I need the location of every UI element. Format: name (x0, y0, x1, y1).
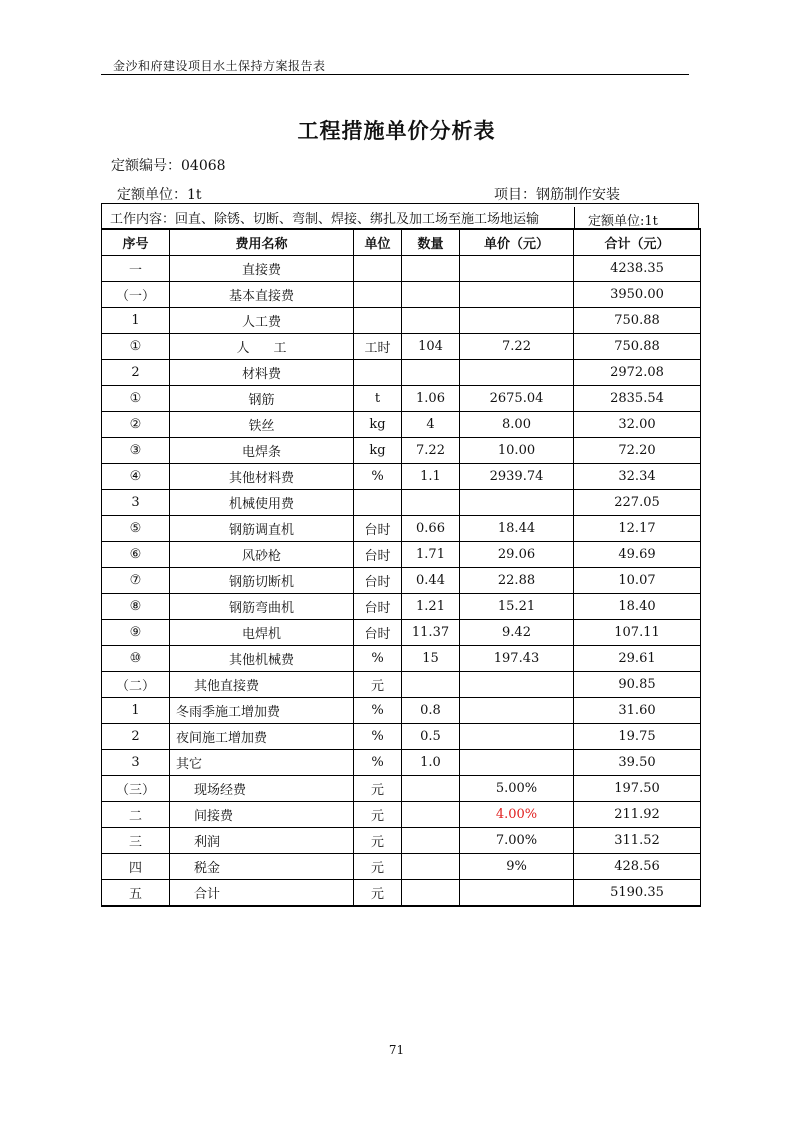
cell-qty: 0.66 (402, 516, 460, 542)
cell-total: 750.88 (574, 334, 701, 360)
cell-price: 9.42 (460, 620, 574, 646)
cell-unit: % (354, 724, 402, 750)
table-row (102, 256, 701, 282)
cell-name: 钢筋弯曲机 (170, 594, 354, 620)
cell-price: 29.06 (460, 542, 574, 568)
cell-name: 现场经费 (170, 776, 354, 802)
column-header-qty: 数量 (402, 229, 460, 256)
cell-price: 5.00% (460, 776, 574, 802)
column-header-unit: 单位 (354, 229, 402, 256)
table-row (102, 594, 701, 620)
cell-price: 2939.74 (460, 464, 574, 490)
project-name: 项目：钢筋制作安装 (494, 187, 620, 203)
cell-name: 基本直接费 (170, 282, 354, 308)
cell-qty (402, 672, 460, 698)
cell-total: 12.17 (574, 516, 701, 542)
cell-price (460, 490, 574, 516)
page-number: 71 (388, 1043, 405, 1057)
cell-qty: 1.21 (402, 594, 460, 620)
cell-total: 211.92 (574, 802, 701, 828)
cell-price (460, 282, 574, 308)
work-divider (574, 207, 575, 229)
cell-price (460, 672, 574, 698)
cell-total: 3950.00 (574, 282, 701, 308)
cell-no: ① (102, 334, 170, 360)
cell-no: 1 (102, 308, 170, 334)
cell-total: 39.50 (574, 750, 701, 776)
table-row (102, 750, 701, 776)
cell-total: 31.60 (574, 698, 701, 724)
table-row (102, 516, 701, 542)
cell-qty (402, 802, 460, 828)
cell-unit: kg (354, 412, 402, 438)
cell-price (460, 308, 574, 334)
cell-name: 直接费 (170, 256, 354, 282)
cell-price: 8.00 (460, 412, 574, 438)
cell-total: 107.11 (574, 620, 701, 646)
cell-qty (402, 854, 460, 880)
cell-total: 18.40 (574, 594, 701, 620)
cell-qty: 4 (402, 412, 460, 438)
cell-total: 49.69 (574, 542, 701, 568)
cell-qty: 0.8 (402, 698, 460, 724)
cell-unit: 工时 (354, 334, 402, 360)
cell-total: 29.61 (574, 646, 701, 672)
cell-no: ④ (102, 464, 170, 490)
cell-total: 32.34 (574, 464, 701, 490)
cell-no: ⑩ (102, 646, 170, 672)
table-row (102, 854, 701, 880)
cell-unit: 台时 (354, 568, 402, 594)
cell-name: 机械使用费 (170, 490, 354, 516)
cell-total: 19.75 (574, 724, 701, 750)
table-row (102, 282, 701, 308)
cell-name: 电焊条 (170, 438, 354, 464)
cell-unit: 元 (354, 802, 402, 828)
cell-name: 夜间施工增加费 (170, 724, 354, 750)
table-row (102, 464, 701, 490)
cell-no: ② (102, 412, 170, 438)
cell-unit: 元 (354, 880, 402, 907)
cell-price: 197.43 (460, 646, 574, 672)
cell-no: ① (102, 386, 170, 412)
cell-qty (402, 282, 460, 308)
cell-total: 32.00 (574, 412, 701, 438)
table-row (102, 490, 701, 516)
table-row (102, 698, 701, 724)
cell-no: 2 (102, 724, 170, 750)
cell-unit: 元 (354, 854, 402, 880)
cell-unit (354, 360, 402, 386)
cell-name: 人工费 (170, 308, 354, 334)
quota-number: 定额编号：04068 (111, 158, 226, 174)
table-row (102, 412, 701, 438)
cell-name: 其他直接费 (170, 672, 354, 698)
cell-qty: 1.71 (402, 542, 460, 568)
page-title: 工程措施单价分析表 (297, 118, 496, 143)
table-row (102, 308, 701, 334)
cell-total: 72.20 (574, 438, 701, 464)
cell-price: 18.44 (460, 516, 574, 542)
cell-total: 2835.54 (574, 386, 701, 412)
cell-name: 间接费 (170, 802, 354, 828)
cell-price (460, 750, 574, 776)
cell-total: 311.52 (574, 828, 701, 854)
cell-qty (402, 256, 460, 282)
cell-qty: 0.44 (402, 568, 460, 594)
cell-name: 合计 (170, 880, 354, 907)
cell-total: 90.85 (574, 672, 701, 698)
cell-unit (354, 282, 402, 308)
cell-qty (402, 828, 460, 854)
table-row (102, 438, 701, 464)
cell-unit: 台时 (354, 594, 402, 620)
cell-name: 冬雨季施工增加费 (170, 698, 354, 724)
cell-name: 钢筋调直机 (170, 516, 354, 542)
cell-qty: 1.06 (402, 386, 460, 412)
cell-qty (402, 360, 460, 386)
cell-qty: 0.5 (402, 724, 460, 750)
cell-no: ③ (102, 438, 170, 464)
cell-qty: 1.1 (402, 464, 460, 490)
cell-unit: kg (354, 438, 402, 464)
table-row (102, 620, 701, 646)
work-unit: 定额单位:1t (588, 214, 658, 229)
cell-name: 人工 (170, 334, 354, 360)
cell-total: 4238.35 (574, 256, 701, 282)
work-content-box (101, 203, 699, 228)
cell-no: 二 (102, 802, 170, 828)
cell-name: 利润 (170, 828, 354, 854)
cell-qty: 15 (402, 646, 460, 672)
cell-name: 钢筋 (170, 386, 354, 412)
cell-qty (402, 880, 460, 907)
table-row (102, 724, 701, 750)
cell-price (460, 256, 574, 282)
cell-total: 5190.35 (574, 880, 701, 907)
cell-no: 四 (102, 854, 170, 880)
cell-price: 7.00% (460, 828, 574, 854)
cell-price: 9% (460, 854, 574, 880)
cell-total: 227.05 (574, 490, 701, 516)
table-row (102, 360, 701, 386)
table-row (102, 542, 701, 568)
cell-qty (402, 308, 460, 334)
cell-no: 3 (102, 490, 170, 516)
cell-name: 税金 (170, 854, 354, 880)
cell-name: 钢筋切断机 (170, 568, 354, 594)
column-header-name: 费用名称 (170, 229, 354, 256)
cell-name: 铁丝 (170, 412, 354, 438)
cell-no: 一 (102, 256, 170, 282)
cell-unit: 元 (354, 672, 402, 698)
cell-name: 材料费 (170, 360, 354, 386)
table-row (102, 646, 701, 672)
column-header-total: 合计（元） (574, 229, 701, 256)
cell-total: 750.88 (574, 308, 701, 334)
cell-unit: % (354, 750, 402, 776)
cell-unit: 台时 (354, 542, 402, 568)
cell-no: （二） (102, 672, 170, 698)
cell-unit: % (354, 646, 402, 672)
cell-no: （三） (102, 776, 170, 802)
cell-no: 1 (102, 698, 170, 724)
cell-price: 4.00% (460, 802, 574, 828)
cell-price: 2675.04 (460, 386, 574, 412)
cell-unit: % (354, 464, 402, 490)
cell-no: 2 (102, 360, 170, 386)
cell-no: 五 (102, 880, 170, 907)
report-header-title: 金沙和府建设项目水土保持方案报告表 (113, 59, 326, 73)
cell-price: 22.88 (460, 568, 574, 594)
table-row (102, 802, 701, 828)
table-row (102, 386, 701, 412)
column-header-price: 单价（元） (460, 229, 574, 256)
cell-no: ⑧ (102, 594, 170, 620)
table-header-row (102, 229, 701, 256)
cell-total: 2972.08 (574, 360, 701, 386)
table-row (102, 880, 701, 907)
cell-qty: 1.0 (402, 750, 460, 776)
cell-no: ⑥ (102, 542, 170, 568)
quota-unit: 定额单位：1t (117, 187, 202, 203)
cell-unit: % (354, 698, 402, 724)
cell-name: 其他机械费 (170, 646, 354, 672)
cell-price (460, 880, 574, 907)
cell-unit: 元 (354, 828, 402, 854)
cell-price (460, 360, 574, 386)
work-content: 工作内容：回直、除锈、切断、弯制、焊接、绑扎及加工场至施工场地运输 (110, 212, 540, 227)
cell-price: 15.21 (460, 594, 574, 620)
table-row (102, 568, 701, 594)
cell-unit (354, 308, 402, 334)
unit-price-table (101, 228, 701, 907)
cell-name: 其它 (170, 750, 354, 776)
header-rule (101, 74, 689, 75)
table-row (102, 334, 701, 360)
cell-qty: 104 (402, 334, 460, 360)
cell-total: 428.56 (574, 854, 701, 880)
cell-qty: 11.37 (402, 620, 460, 646)
cell-no: （一） (102, 282, 170, 308)
cell-price (460, 724, 574, 750)
cell-name: 风砂枪 (170, 542, 354, 568)
cell-qty (402, 776, 460, 802)
cell-name: 电焊机 (170, 620, 354, 646)
cell-no: ⑨ (102, 620, 170, 646)
cell-price (460, 698, 574, 724)
cell-unit: 台时 (354, 516, 402, 542)
cell-qty: 7.22 (402, 438, 460, 464)
cell-no: ⑤ (102, 516, 170, 542)
column-header-no: 序号 (102, 229, 170, 256)
table-row (102, 672, 701, 698)
table-row (102, 776, 701, 802)
cell-total: 10.07 (574, 568, 701, 594)
cell-no: ⑦ (102, 568, 170, 594)
cell-total: 197.50 (574, 776, 701, 802)
cell-unit (354, 256, 402, 282)
cell-unit: t (354, 386, 402, 412)
cell-price: 7.22 (460, 334, 574, 360)
cell-qty (402, 490, 460, 516)
cell-unit: 元 (354, 776, 402, 802)
cell-name: 其他材料费 (170, 464, 354, 490)
cell-unit (354, 490, 402, 516)
cell-price: 10.00 (460, 438, 574, 464)
cell-no: 三 (102, 828, 170, 854)
cell-no: 3 (102, 750, 170, 776)
cell-unit: 台时 (354, 620, 402, 646)
table-row (102, 828, 701, 854)
